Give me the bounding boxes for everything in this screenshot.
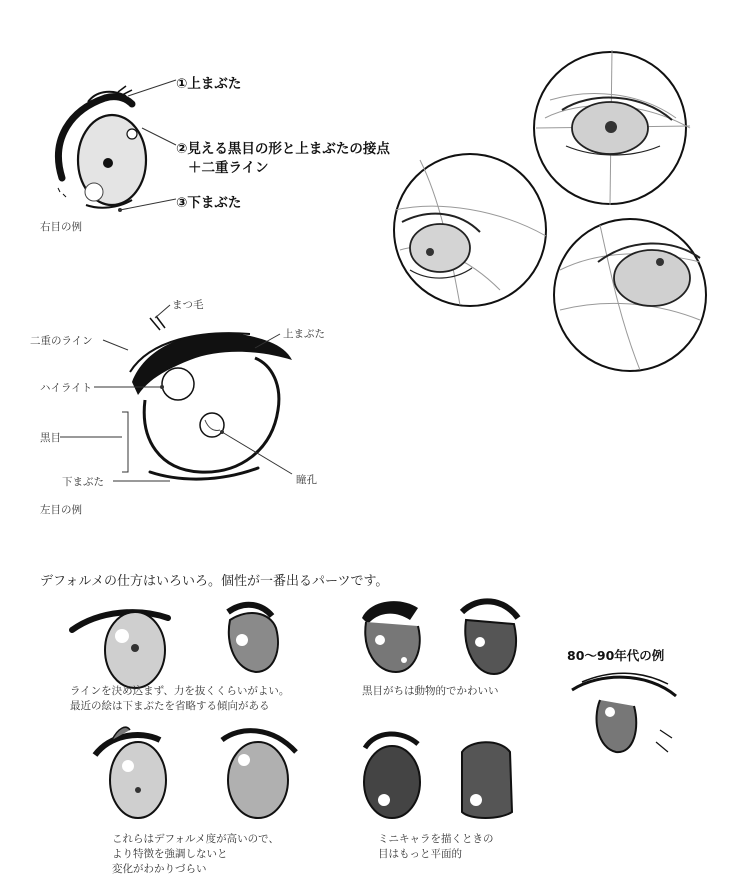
label-double-eyelid-line: 二重のライン bbox=[30, 335, 93, 347]
era-label: 80～90年代の例 bbox=[567, 648, 665, 663]
deform-eye-4 bbox=[462, 601, 518, 674]
deform-note-2-line: 黒目がちは動物的でかわいい bbox=[362, 685, 499, 697]
label-double-line: ＋二重ライン bbox=[188, 160, 269, 176]
deform-eye-2 bbox=[228, 605, 278, 672]
label-upper-lid: 上まぶた bbox=[283, 328, 325, 340]
deform-eye-7 bbox=[364, 734, 420, 818]
label-pupil: 瞳孔 bbox=[296, 474, 317, 486]
label-eyelash: まつ毛 bbox=[172, 299, 204, 311]
label-highlight: ハイライト bbox=[40, 382, 93, 394]
deform-note-4 bbox=[378, 832, 494, 862]
label-iris-contact-point: ②見える黒目の形と上まぶたの接点 bbox=[176, 141, 390, 157]
construction-circle-left bbox=[394, 154, 546, 306]
deform-eye-1 bbox=[72, 612, 168, 688]
caption-right-eye: 右目の例 bbox=[40, 221, 82, 233]
deform-note-2 bbox=[362, 684, 499, 699]
deform-heading: デフォルメの仕方はいろいろ。個性が一番出るパーツです。 bbox=[40, 574, 389, 589]
label-lower-lid: 下まぶた bbox=[62, 476, 104, 488]
deform-note-1 bbox=[70, 684, 289, 714]
label-iris: 黒目 bbox=[40, 432, 61, 444]
deform-note-4-line: ミニキャラを描くときの bbox=[378, 833, 494, 845]
label-upper-lid-numbered: ①上まぶた bbox=[176, 76, 242, 92]
deform-note-3 bbox=[112, 832, 279, 877]
deform-note-3-line: 変化がわかりづらい bbox=[112, 863, 207, 875]
deform-eye-5 bbox=[95, 727, 166, 818]
right-eye-drawing bbox=[58, 86, 146, 208]
construction-circle-right bbox=[554, 219, 706, 371]
construction-circle-front bbox=[534, 50, 690, 205]
label-lower-lid-numbered: ③下まぶた bbox=[176, 195, 242, 211]
deform-note-3-line: より特徴を強調しないと bbox=[112, 848, 228, 860]
deform-eye-8 bbox=[462, 742, 512, 818]
deform-eye-6 bbox=[222, 731, 296, 818]
caption-left-eye: 左目の例 bbox=[40, 504, 82, 516]
deform-note-1-line: ラインを決め込まず、力を抜くくらいがよい。 bbox=[70, 685, 290, 697]
deform-note-1-line: 最近の絵は下まぶたを省略する傾向がある bbox=[70, 700, 270, 712]
deform-note-4-line: 目はもっと平面的 bbox=[378, 848, 462, 860]
deform-eye-3 bbox=[362, 601, 420, 672]
era-eye bbox=[572, 673, 676, 752]
deform-note-3-line: これらはデフォルメ度が高いので、 bbox=[112, 833, 279, 845]
